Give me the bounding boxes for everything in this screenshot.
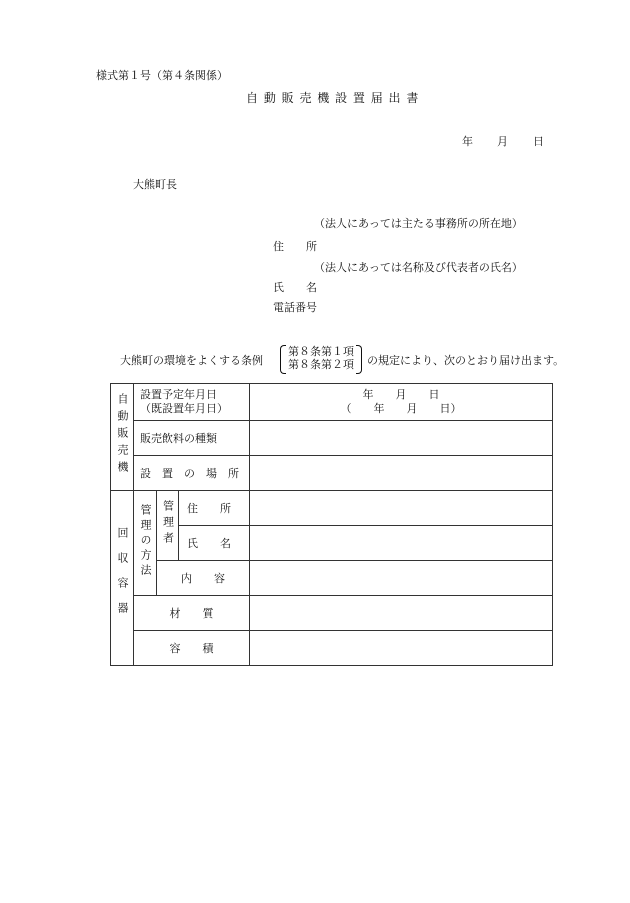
brace-right: [356, 345, 362, 374]
addressee: 大熊町長: [133, 178, 177, 191]
manager-name-value[interactable]: [250, 526, 553, 561]
brace-left: [280, 345, 286, 374]
container-group-label: 回収容器: [116, 526, 129, 627]
location-label-cell: [134, 456, 250, 491]
volume-label: 容 積: [169, 642, 214, 655]
manager-address-value[interactable]: [250, 491, 553, 526]
drink-type-label-cell: [134, 421, 250, 456]
existing-date-label: （既設置年月日）: [140, 402, 228, 415]
drink-type-label: 販売飲料の種類: [140, 432, 217, 445]
content-value[interactable]: [250, 561, 553, 596]
name-note: （法人にあっては名称及び代表者の氏名）: [314, 261, 523, 274]
date-day-label: 日: [533, 135, 544, 148]
management-method-cell: [134, 491, 157, 596]
content-label-cell: [157, 561, 250, 596]
address-label: 住 所: [273, 240, 317, 253]
machine-group-cell: [111, 384, 134, 491]
material-label: 材 質: [169, 607, 214, 620]
form-number: 様式第１号（第４条関係）: [96, 69, 228, 82]
brace-line-2: 第８条第２項: [288, 358, 354, 371]
install-date-row2: （ 年 月 日）: [340, 402, 462, 415]
container-group-cell: [111, 491, 134, 666]
location-value[interactable]: [250, 456, 553, 491]
name-label: 氏 名: [273, 281, 317, 294]
manager-cell: [157, 491, 179, 561]
install-date-label: 設置予定年月日: [140, 388, 217, 401]
address-note: （法人にあっては主たる事務所の所在地）: [314, 217, 523, 230]
date-month-label: 月: [497, 135, 508, 148]
location-label: 設 置 の 場 所: [140, 467, 239, 480]
article-brace: [283, 345, 359, 372]
install-date-value[interactable]: [250, 384, 553, 421]
manager-name-label-cell: [179, 526, 250, 561]
statement-prefix: 大熊町の環境をよくする条例: [120, 354, 263, 367]
page-title: 自 動 販 売 機 設 置 届 出 書: [246, 91, 420, 105]
phone-label: 電話番号: [273, 301, 317, 314]
manager-address-label-cell: [179, 491, 250, 526]
brace-line-1: 第８条第１項: [288, 345, 354, 358]
volume-label-cell: [134, 631, 250, 666]
manager-label: 管理者: [161, 500, 175, 548]
material-value[interactable]: [250, 596, 553, 631]
machine-group-label: 自動販売機: [116, 393, 129, 478]
material-label-cell: [134, 596, 250, 631]
install-date-label-cell: [134, 384, 250, 421]
registration-table: [110, 383, 553, 666]
manager-address-label: 住 所: [187, 502, 231, 515]
management-method-label: 管理の方法: [139, 504, 152, 579]
date-year-label: 年: [462, 135, 473, 148]
drink-type-value[interactable]: [250, 421, 553, 456]
volume-value[interactable]: [250, 631, 553, 666]
install-date-row1: 年 月 日: [362, 388, 440, 401]
manager-name-label: 氏 名: [187, 537, 231, 550]
content-label: 内 容: [181, 572, 226, 585]
statement-suffix: の規定により、次のとおり届け出ます。: [367, 354, 565, 367]
